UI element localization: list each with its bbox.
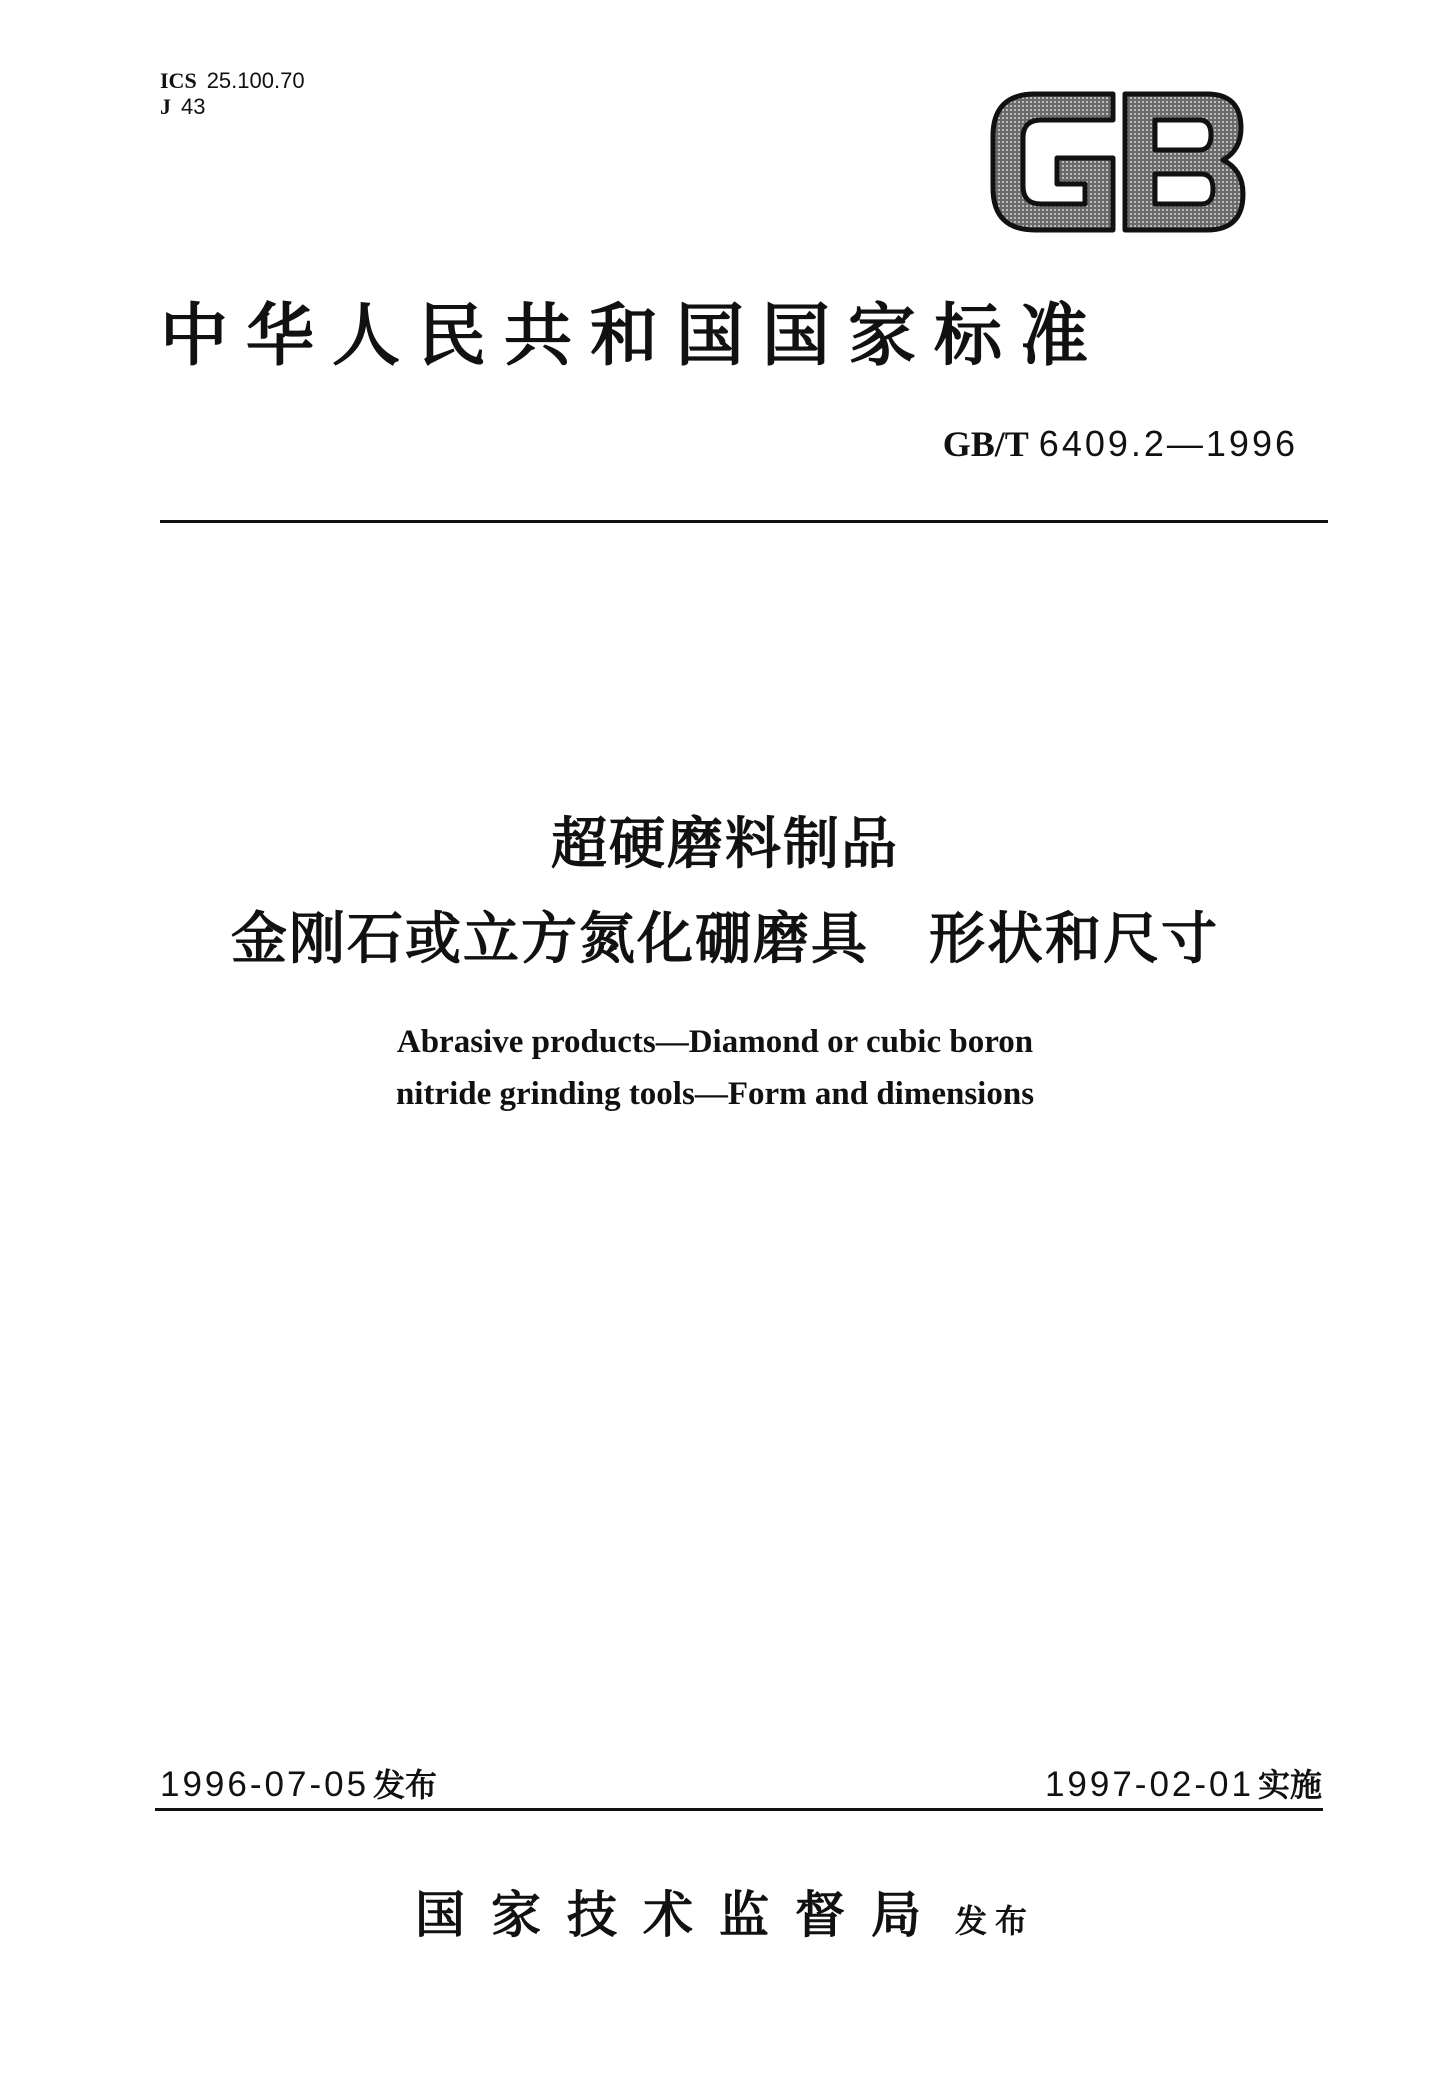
standard-number-prefix: GB/T — [942, 424, 1029, 464]
classification-codes — [160, 68, 305, 120]
english-title-line1: Abrasive products—Diamond or cubic boron — [396, 1024, 1034, 1060]
top-divider — [160, 520, 1328, 523]
chinese-title-line1: 超硬磨料制品 — [551, 812, 899, 877]
publisher-action: 发布 — [954, 1902, 1035, 1940]
standard-number-value: 6409.2—1996 — [1038, 423, 1298, 464]
issue-date: 1996-07-05 — [160, 1765, 370, 1804]
ics-label: ICS — [160, 68, 197, 93]
chinese-title-part1: 金刚石或立方氮化硼磨具 — [231, 907, 869, 972]
implement-date-block — [1045, 1760, 1322, 1806]
publisher — [0, 1875, 1450, 1947]
implement-label: 实施 — [1257, 1766, 1322, 1804]
issue-date-block — [160, 1760, 437, 1806]
publisher-name: 国家技术监督局 — [414, 1885, 947, 1944]
ics-code: 25.100.70 — [206, 68, 305, 93]
chinese-title-line2 — [0, 895, 1450, 975]
bottom-divider — [155, 1808, 1323, 1811]
implement-date: 1997-02-01 — [1044, 1765, 1254, 1804]
gb-logo — [985, 88, 1250, 236]
ccs-code: 43 — [181, 94, 206, 119]
ccs-row — [160, 94, 305, 120]
standard-title: 中华人民共和国国家标准 — [160, 296, 1107, 376]
issue-label: 发布 — [373, 1766, 438, 1804]
ccs-label: J — [160, 94, 171, 119]
ics-row — [160, 68, 305, 93]
standard-number — [943, 423, 1298, 465]
english-title-line2: nitride grinding tools—Form and dimensions — [395, 1076, 1035, 1112]
chinese-title-part2: 形状和尺寸 — [929, 907, 1219, 972]
